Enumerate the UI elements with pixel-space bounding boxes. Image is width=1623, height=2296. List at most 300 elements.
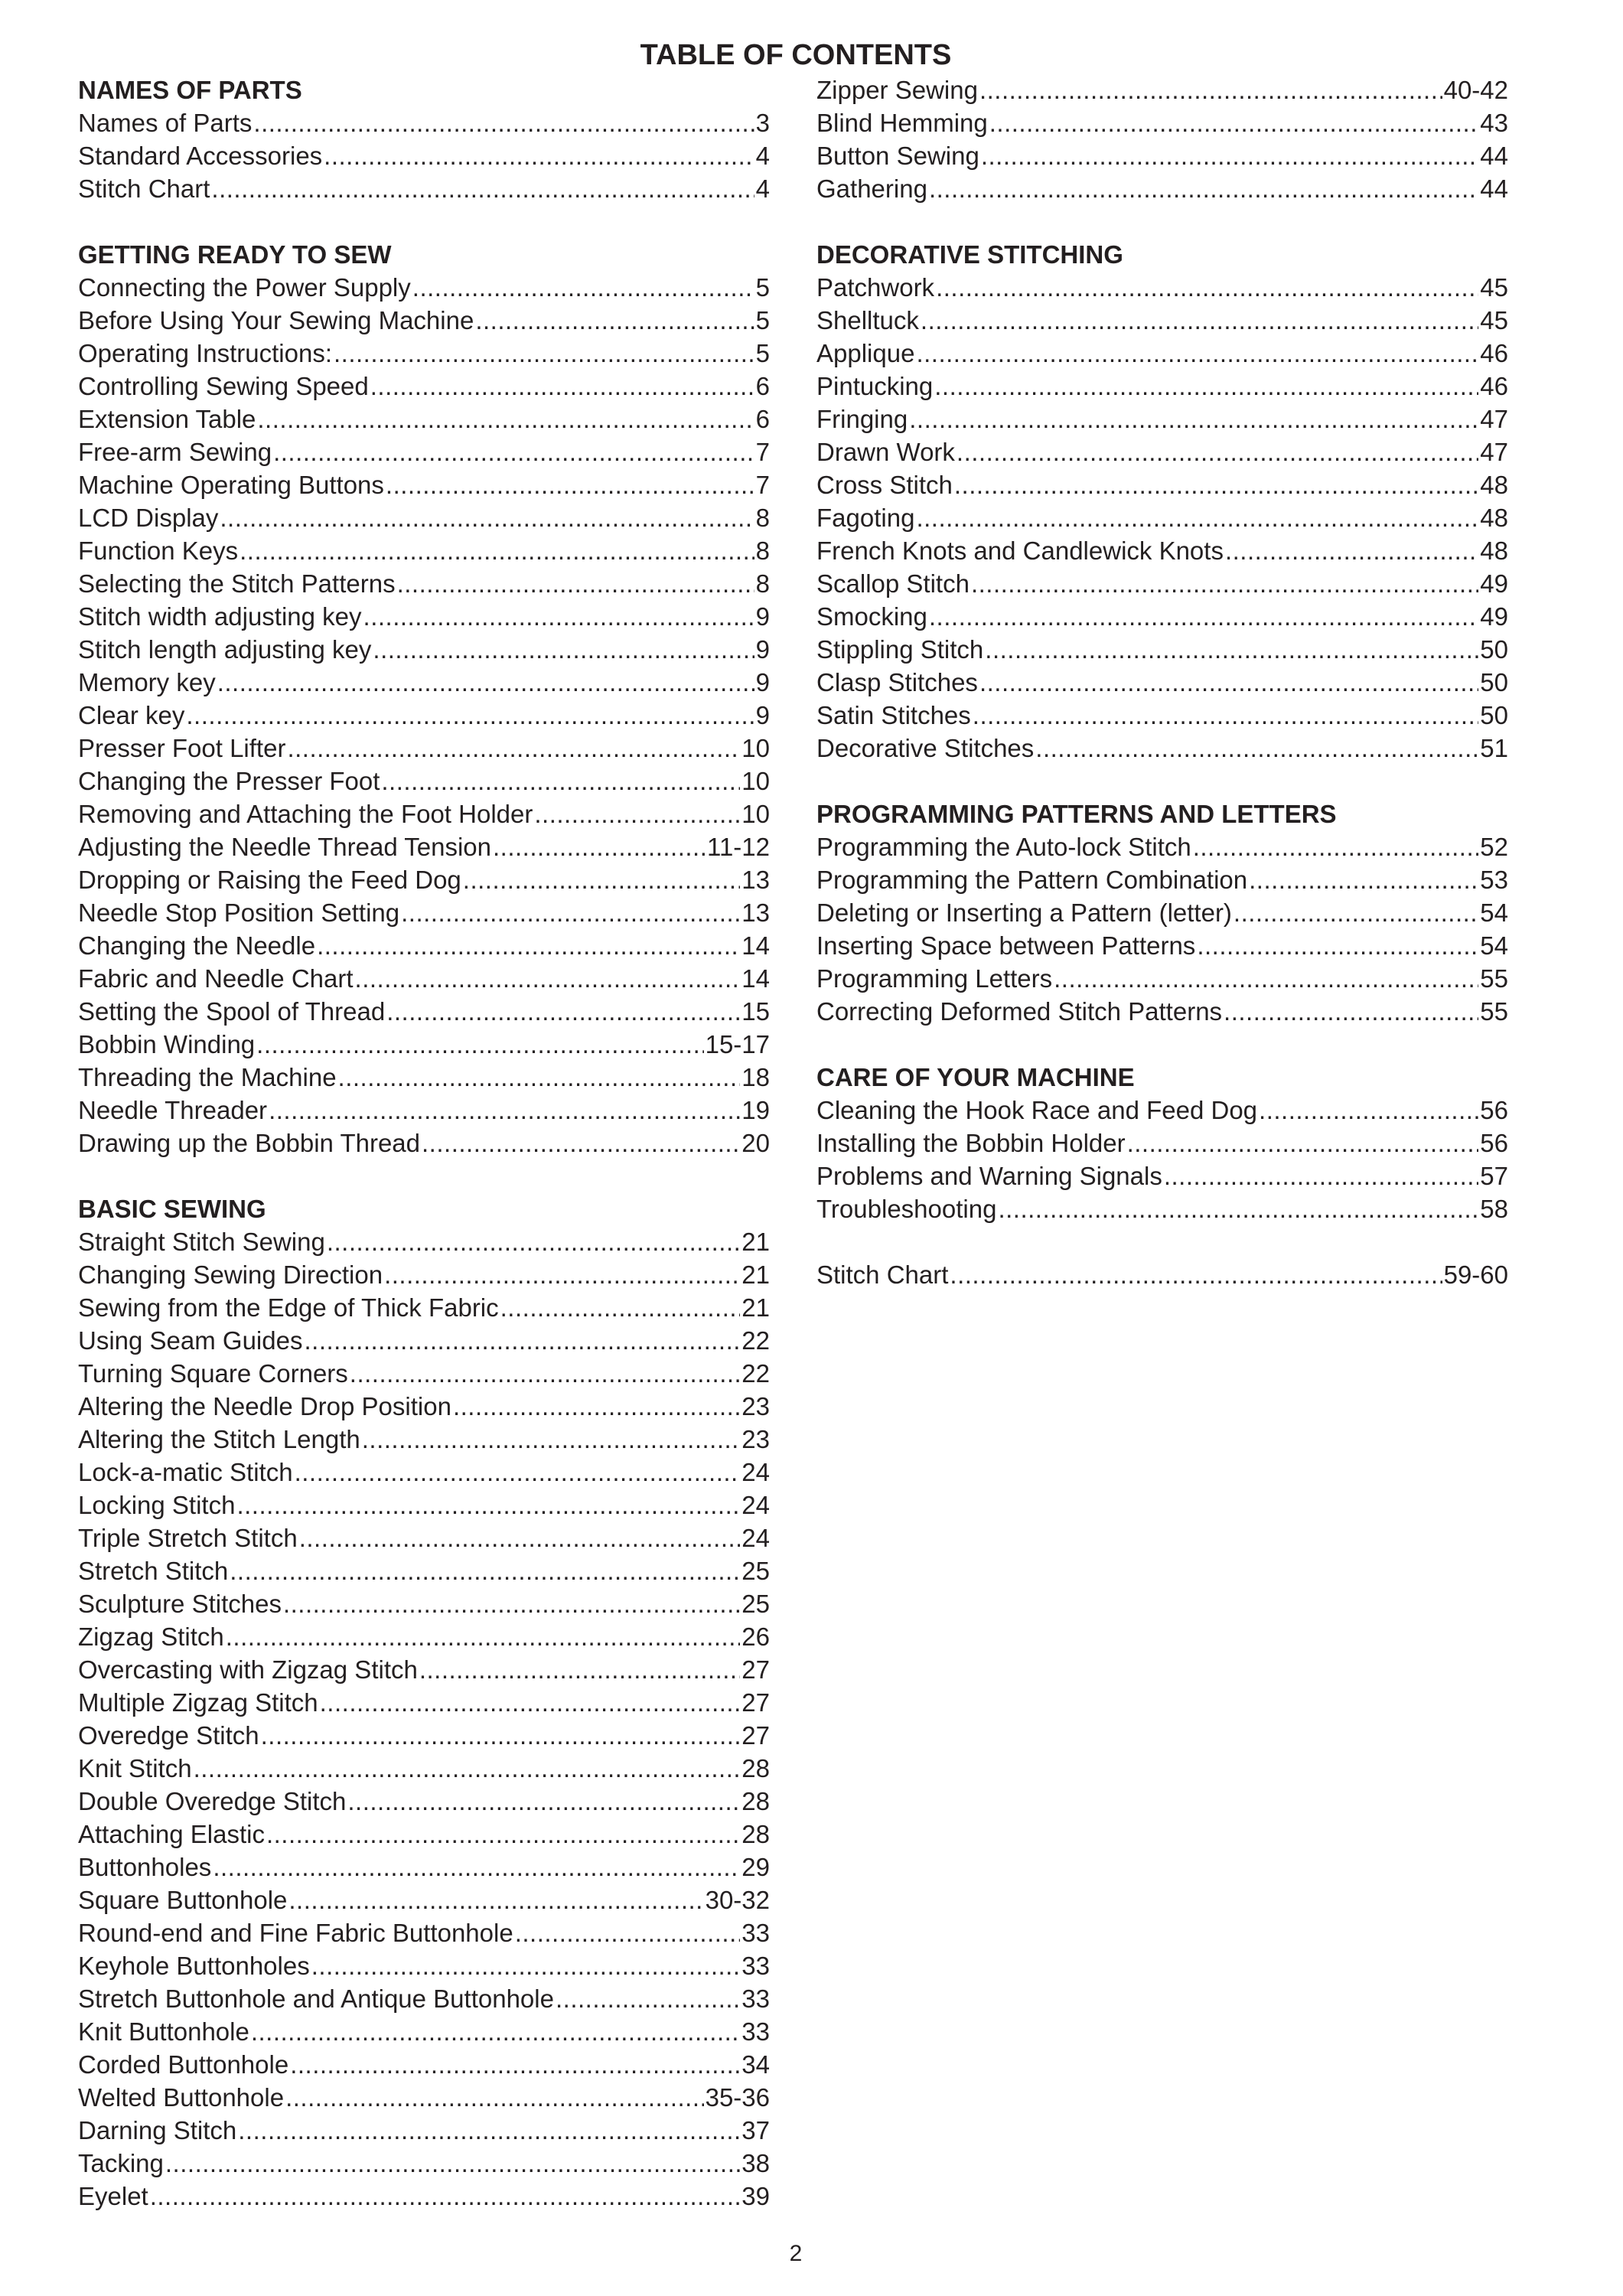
toc-entry-label: Presser Foot Lifter bbox=[78, 734, 286, 762]
toc-entry-label: Tacking bbox=[78, 2149, 164, 2177]
dot-leader bbox=[324, 139, 754, 172]
toc-entry-page: 8 bbox=[755, 536, 770, 565]
toc-entry-page: 48 bbox=[1480, 471, 1508, 499]
toc-entry-page: 26 bbox=[741, 1623, 770, 1651]
toc-right-column bbox=[816, 73, 1508, 1291]
toc-entry-page: 33 bbox=[741, 1919, 770, 1947]
dot-leader bbox=[261, 1719, 741, 1752]
toc-entry-page: 49 bbox=[1480, 602, 1508, 631]
toc-entry-page: 3 bbox=[755, 109, 770, 137]
toc-entry-label: Lock-a-matic Stitch bbox=[78, 1458, 293, 1486]
dot-leader bbox=[384, 1258, 740, 1291]
toc-entry-label: Needle Stop Position Setting bbox=[78, 899, 400, 927]
toc-entry bbox=[78, 797, 770, 830]
toc-entry bbox=[78, 732, 770, 765]
dot-leader bbox=[240, 534, 754, 567]
toc-entry bbox=[78, 468, 770, 501]
toc-entry-label: Double Overedge Stitch bbox=[78, 1787, 347, 1815]
toc-entry bbox=[816, 304, 1508, 337]
toc-entry-label: Fringing bbox=[816, 405, 908, 433]
toc-entry-page: 5 bbox=[755, 306, 770, 334]
dot-leader bbox=[998, 1192, 1478, 1225]
toc-entry-label: Threading the Machine bbox=[78, 1063, 337, 1091]
toc-entry bbox=[78, 2015, 770, 2048]
toc-entry-label: Zigzag Stitch bbox=[78, 1623, 224, 1651]
toc-entry bbox=[78, 863, 770, 896]
toc-entry-page: 56 bbox=[1480, 1129, 1508, 1157]
dot-leader bbox=[929, 600, 1478, 633]
toc-entry-label: Stitch width adjusting key bbox=[78, 602, 362, 631]
toc-entry bbox=[816, 962, 1508, 995]
toc-entry-page: 21 bbox=[741, 1293, 770, 1322]
toc-entry bbox=[78, 1554, 770, 1587]
dot-leader bbox=[217, 666, 754, 699]
toc-entry-label: Drawing up the Bobbin Thread bbox=[78, 1129, 421, 1157]
toc-entry-label: Shelltuck bbox=[816, 306, 919, 334]
toc-entry-page: 8 bbox=[755, 504, 770, 532]
dot-leader bbox=[334, 337, 754, 370]
toc-entry-label: Turning Square Corners bbox=[78, 1359, 348, 1388]
toc-entry bbox=[816, 370, 1508, 403]
dot-leader bbox=[1197, 929, 1478, 962]
toc-entry-label: Programming the Pattern Combination bbox=[816, 866, 1248, 894]
dot-leader bbox=[370, 370, 754, 403]
toc-entry-page: 11-12 bbox=[707, 833, 770, 861]
toc-entry-label: Fagoting bbox=[816, 504, 915, 532]
toc-entry-page: 28 bbox=[741, 1787, 770, 1815]
dot-leader bbox=[929, 172, 1478, 205]
toc-entry-label: Round-end and Fine Fabric Buttonhole bbox=[78, 1919, 513, 1947]
toc-entry-page: 21 bbox=[741, 1261, 770, 1289]
toc-entry-page: 5 bbox=[755, 273, 770, 302]
dot-leader bbox=[921, 304, 1478, 337]
toc-entry bbox=[78, 1225, 770, 1258]
toc-entry-page: 48 bbox=[1480, 536, 1508, 565]
toc-entry-label: Altering the Needle Drop Position bbox=[78, 1392, 451, 1420]
dot-leader bbox=[419, 1653, 740, 1686]
toc-entry-label: Troubleshooting bbox=[816, 1195, 997, 1223]
toc-entry-label: Stitch length adjusting key bbox=[78, 635, 372, 664]
toc-entry bbox=[816, 435, 1508, 468]
toc-entry-label: Zipper Sewing bbox=[816, 76, 978, 104]
toc-entry-page: 21 bbox=[741, 1228, 770, 1256]
toc-entry-page: 48 bbox=[1480, 504, 1508, 532]
toc-entry-label: Straight Stitch Sewing bbox=[78, 1228, 325, 1256]
toc-entry-page: 33 bbox=[741, 1985, 770, 2013]
toc-entry-page: 58 bbox=[1480, 1195, 1508, 1223]
dot-leader bbox=[273, 435, 754, 468]
toc-entry-label: Overedge Stitch bbox=[78, 1721, 259, 1750]
toc-entry bbox=[78, 1949, 770, 1982]
toc-entry-page: 55 bbox=[1480, 997, 1508, 1026]
dot-leader bbox=[150, 2180, 741, 2213]
toc-entry-label: Gathering bbox=[816, 174, 927, 203]
toc-entry-page: 4 bbox=[755, 142, 770, 170]
toc-entry bbox=[78, 106, 770, 139]
dot-leader bbox=[290, 2048, 740, 2081]
dot-leader bbox=[295, 1456, 741, 1489]
toc-entry-label: Smocking bbox=[816, 602, 927, 631]
dot-leader bbox=[515, 1916, 741, 1949]
toc-entry-label: Square Buttonhole bbox=[78, 1886, 288, 1914]
toc-entry bbox=[78, 1127, 770, 1159]
toc-entry-label: Stretch Stitch bbox=[78, 1557, 229, 1585]
toc-entry bbox=[78, 2180, 770, 2213]
dot-leader bbox=[475, 304, 754, 337]
toc-entry bbox=[816, 1258, 1508, 1291]
dot-leader bbox=[1164, 1159, 1478, 1192]
toc-entry-label: Stippling Stitch bbox=[816, 635, 984, 664]
toc-entry bbox=[78, 403, 770, 435]
toc-entry bbox=[78, 699, 770, 732]
toc-entry bbox=[816, 337, 1508, 370]
dot-leader bbox=[1224, 995, 1478, 1028]
toc-entry-page: 44 bbox=[1480, 174, 1508, 203]
dot-leader bbox=[350, 1357, 740, 1390]
toc-entry-page: 10 bbox=[741, 800, 770, 828]
toc-entry bbox=[78, 1653, 770, 1686]
toc-entry-label: Free-arm Sewing bbox=[78, 438, 272, 466]
toc-entry-page: 59-60 bbox=[1443, 1261, 1508, 1289]
dot-leader bbox=[299, 1521, 741, 1554]
toc-entry-page: 34 bbox=[741, 2050, 770, 2079]
toc-entry-label: Multiple Zigzag Stitch bbox=[78, 1688, 318, 1717]
toc-section-care-of-your-machine bbox=[816, 1061, 1508, 1225]
toc-entry-label: Cross Stitch bbox=[816, 471, 953, 499]
toc-entry-page: 54 bbox=[1480, 899, 1508, 927]
toc-entry bbox=[78, 1521, 770, 1554]
dot-leader bbox=[979, 73, 1442, 106]
dot-leader bbox=[213, 1851, 740, 1883]
toc-entry-page: 25 bbox=[741, 1590, 770, 1618]
toc-entry bbox=[78, 1785, 770, 1818]
toc-entry-page: 40-42 bbox=[1443, 76, 1508, 104]
toc-entry bbox=[78, 929, 770, 962]
section-heading: PROGRAMMING PATTERNS AND LETTERS bbox=[816, 800, 1337, 828]
toc-entry bbox=[78, 1851, 770, 1883]
toc-entry bbox=[816, 468, 1508, 501]
toc-entry-page: 5 bbox=[755, 339, 770, 367]
toc-entry-page: 25 bbox=[741, 1557, 770, 1585]
toc-entry bbox=[78, 1456, 770, 1489]
toc-entry bbox=[78, 304, 770, 337]
dot-leader bbox=[373, 633, 754, 666]
section-heading: CARE OF YOUR MACHINE bbox=[816, 1063, 1135, 1091]
dot-leader bbox=[934, 370, 1478, 403]
toc-entry-page: 27 bbox=[741, 1655, 770, 1684]
dot-leader bbox=[950, 1258, 1442, 1291]
toc-entry bbox=[78, 1094, 770, 1127]
dot-leader bbox=[985, 633, 1478, 666]
toc-entry-page: 39 bbox=[741, 2182, 770, 2210]
dot-leader bbox=[954, 468, 1478, 501]
toc-entry bbox=[78, 962, 770, 995]
toc-entry bbox=[816, 106, 1508, 139]
toc-entry-page: 20 bbox=[741, 1129, 770, 1157]
toc-entry-label: Buttonholes bbox=[78, 1853, 212, 1881]
toc-entry bbox=[78, 1620, 770, 1653]
toc-entry bbox=[816, 139, 1508, 172]
dot-leader bbox=[397, 567, 754, 600]
toc-entry-label: Attaching Elastic bbox=[78, 1820, 265, 1848]
dot-leader bbox=[989, 106, 1479, 139]
toc-entry-page: 53 bbox=[1480, 866, 1508, 894]
toc-entry-label: Keyhole Buttonholes bbox=[78, 1952, 310, 1980]
toc-entry-page: 47 bbox=[1480, 405, 1508, 433]
toc-entry-label: Problems and Warning Signals bbox=[816, 1162, 1162, 1190]
toc-section-names-of-parts bbox=[78, 73, 770, 205]
toc-entry-label: Changing the Needle bbox=[78, 931, 316, 960]
toc-entry-label: Patchwork bbox=[816, 273, 935, 302]
toc-entry-page: 8 bbox=[755, 569, 770, 598]
dot-leader bbox=[285, 2081, 704, 2114]
toc-entry bbox=[816, 995, 1508, 1028]
toc-entry bbox=[78, 896, 770, 929]
toc-entry bbox=[816, 534, 1508, 567]
dot-leader bbox=[320, 1686, 741, 1719]
toc-entry-page: 28 bbox=[741, 1820, 770, 1848]
toc-entry-page: 54 bbox=[1480, 931, 1508, 960]
dot-leader bbox=[1259, 1094, 1478, 1127]
toc-entry-label: Welted Buttonhole bbox=[78, 2083, 285, 2112]
toc-entry bbox=[816, 172, 1508, 205]
dot-leader bbox=[957, 435, 1478, 468]
toc-entry-label: Locking Stitch bbox=[78, 1491, 236, 1519]
toc-entry-label: Using Seam Guides bbox=[78, 1326, 303, 1355]
toc-entry-label: Darning Stitch bbox=[78, 2116, 237, 2144]
toc-entry bbox=[816, 896, 1508, 929]
toc-entry-page: 33 bbox=[741, 2017, 770, 2046]
toc-entry bbox=[78, 501, 770, 534]
dot-leader bbox=[266, 1818, 740, 1851]
toc-entry bbox=[78, 600, 770, 633]
dot-leader bbox=[347, 1785, 740, 1818]
toc-entry-label: Satin Stitches bbox=[816, 701, 971, 729]
toc-entry-label: Deleting or Inserting a Pattern (letter) bbox=[816, 899, 1232, 927]
toc-entry-label: Correcting Deformed Stitch Patterns bbox=[816, 997, 1223, 1026]
toc-entry-page: 13 bbox=[741, 899, 770, 927]
toc-entry-label: Applique bbox=[816, 339, 915, 367]
toc-entry-page: 15 bbox=[741, 997, 770, 1026]
toc-entry-page: 49 bbox=[1480, 569, 1508, 598]
toc-entry-label: Stitch Chart bbox=[78, 174, 210, 203]
toc-entry bbox=[78, 666, 770, 699]
toc-entry-label: Changing the Presser Foot bbox=[78, 767, 380, 795]
toc-entry-page: 19 bbox=[741, 1096, 770, 1124]
dot-leader bbox=[1249, 863, 1478, 896]
toc-entry-label: Pintucking bbox=[816, 372, 934, 400]
toc-entry-page: 35-36 bbox=[705, 2083, 770, 2112]
dot-leader bbox=[251, 2015, 740, 2048]
dot-leader bbox=[1127, 1127, 1479, 1159]
toc-entry-label: Stretch Buttonhole and Antique Buttonhole bbox=[78, 1985, 554, 2013]
toc-entry bbox=[78, 337, 770, 370]
toc-entry bbox=[78, 1423, 770, 1456]
toc-entry-label: Connecting the Power Supply bbox=[78, 273, 411, 302]
toc-entry bbox=[78, 1028, 770, 1061]
toc-entry-page: 24 bbox=[741, 1524, 770, 1552]
toc-entry-label: Cleaning the Hook Race and Feed Dog bbox=[816, 1096, 1258, 1124]
dot-leader bbox=[981, 139, 1478, 172]
dot-leader bbox=[165, 2147, 740, 2180]
dot-leader bbox=[338, 1061, 741, 1094]
toc-entry-label: Dropping or Raising the Feed Dog bbox=[78, 866, 461, 894]
toc-entry-page: 44 bbox=[1480, 142, 1508, 170]
toc-entry bbox=[78, 633, 770, 666]
toc-entry-label: Function Keys bbox=[78, 536, 239, 565]
toc-entry-page: 50 bbox=[1480, 701, 1508, 729]
toc-entry-page: 22 bbox=[741, 1359, 770, 1388]
page-number: 2 bbox=[789, 2241, 803, 2266]
toc-entry-label: Before Using Your Sewing Machine bbox=[78, 306, 474, 334]
toc-entry bbox=[78, 1258, 770, 1291]
toc-section bbox=[816, 1258, 1508, 1291]
toc-entry bbox=[78, 2048, 770, 2081]
toc-entry-label: Overcasting with Zigzag Stitch bbox=[78, 1655, 418, 1684]
dot-leader bbox=[936, 271, 1478, 304]
dot-leader bbox=[256, 1028, 703, 1061]
section-heading: DECORATIVE STITCHING bbox=[816, 240, 1123, 269]
toc-entry-page: 27 bbox=[741, 1688, 770, 1717]
toc-entry-label: Fabric and Needle Chart bbox=[78, 964, 354, 993]
toc-entry bbox=[78, 1982, 770, 2015]
dot-leader bbox=[909, 403, 1478, 435]
dot-leader bbox=[1225, 534, 1478, 567]
toc-entry-label: Clear key bbox=[78, 701, 185, 729]
toc-entry-label: Installing the Bobbin Holder bbox=[816, 1129, 1126, 1157]
toc-entry-label: Decorative Stitches bbox=[816, 734, 1035, 762]
toc-entry-label: Machine Operating Buttons bbox=[78, 471, 384, 499]
dot-leader bbox=[238, 2114, 740, 2147]
toc-entry-page: 45 bbox=[1480, 306, 1508, 334]
toc-entry-label: Altering the Stitch Length bbox=[78, 1425, 360, 1453]
dot-leader bbox=[311, 1949, 741, 1982]
toc-entry-page: 22 bbox=[741, 1326, 770, 1355]
toc-entry bbox=[78, 567, 770, 600]
dot-leader bbox=[355, 962, 741, 995]
toc-entry-page: 51 bbox=[1480, 734, 1508, 762]
toc-entry-label: Sculpture Stitches bbox=[78, 1590, 282, 1618]
toc-section-decorative-stitching bbox=[816, 238, 1508, 765]
toc-entry bbox=[78, 765, 770, 797]
toc-entry-page: 6 bbox=[755, 372, 770, 400]
dot-leader bbox=[1035, 732, 1478, 765]
toc-entry-label: Triple Stretch Stitch bbox=[78, 1524, 298, 1552]
toc-entry bbox=[78, 1324, 770, 1357]
toc-entry-page: 52 bbox=[1480, 833, 1508, 861]
dot-leader bbox=[230, 1554, 740, 1587]
toc-entry bbox=[78, 830, 770, 863]
toc-entry-page: 7 bbox=[755, 471, 770, 499]
dot-leader bbox=[362, 1423, 741, 1456]
toc-entry-page: 24 bbox=[741, 1458, 770, 1486]
dot-leader bbox=[412, 271, 754, 304]
dot-leader bbox=[500, 1291, 741, 1324]
toc-entry bbox=[78, 2081, 770, 2114]
toc-entry-page: 10 bbox=[741, 734, 770, 762]
toc-entry-label: Standard Accessories bbox=[78, 142, 323, 170]
toc-entry-page: 27 bbox=[741, 1721, 770, 1750]
dot-leader bbox=[304, 1324, 740, 1357]
toc-entry-label: Operating Instructions: bbox=[78, 339, 332, 367]
toc-entry-label: Inserting Space between Patterns bbox=[816, 931, 1196, 960]
toc-entry bbox=[78, 1916, 770, 1949]
dot-leader bbox=[236, 1489, 740, 1521]
toc-entry-page: 38 bbox=[741, 2149, 770, 2177]
dot-leader bbox=[253, 106, 754, 139]
section-heading: BASIC SEWING bbox=[78, 1195, 266, 1223]
dot-leader bbox=[317, 929, 740, 962]
toc-entry-label: Needle Threader bbox=[78, 1096, 268, 1124]
toc-entry-page: 46 bbox=[1480, 339, 1508, 367]
toc-entry-page: 45 bbox=[1480, 273, 1508, 302]
dot-leader bbox=[556, 1982, 740, 2015]
dot-leader bbox=[971, 567, 1478, 600]
section-heading: NAMES OF PARTS bbox=[78, 76, 302, 104]
toc-entry-label: Changing Sewing Direction bbox=[78, 1261, 383, 1289]
toc-entry bbox=[816, 1094, 1508, 1127]
toc-entry bbox=[816, 666, 1508, 699]
toc-entry-page: 24 bbox=[741, 1491, 770, 1519]
toc-entry bbox=[816, 929, 1508, 962]
toc-entry bbox=[816, 732, 1508, 765]
toc-entry-label: Programming Letters bbox=[816, 964, 1053, 993]
toc-entry-label: Selecting the Stitch Patterns bbox=[78, 569, 396, 598]
toc-entry-label: Clasp Stitches bbox=[816, 668, 978, 696]
toc-entry bbox=[78, 139, 770, 172]
toc-entry bbox=[78, 172, 770, 205]
dot-leader bbox=[283, 1587, 740, 1620]
section-heading: GETTING READY TO SEW bbox=[78, 240, 392, 269]
dot-leader bbox=[973, 699, 1479, 732]
toc-entry-label: Setting the Spool of Thread bbox=[78, 997, 386, 1026]
toc-entry-page: 50 bbox=[1480, 635, 1508, 664]
dot-leader bbox=[381, 765, 740, 797]
toc-entry bbox=[816, 501, 1508, 534]
toc-entry-label: Sewing from the Edge of Thick Fabric bbox=[78, 1293, 499, 1322]
toc-entry bbox=[78, 271, 770, 304]
toc-entry-label: Button Sewing bbox=[816, 142, 979, 170]
toc-entry-label: Drawn Work bbox=[816, 438, 955, 466]
toc-entry-label: Adjusting the Needle Thread Tension bbox=[78, 833, 491, 861]
toc-entry bbox=[78, 1390, 770, 1423]
dot-leader bbox=[186, 699, 754, 732]
toc-entry-page: 23 bbox=[741, 1425, 770, 1453]
toc-left-column bbox=[78, 73, 770, 2213]
dot-leader bbox=[269, 1094, 740, 1127]
toc-entry-page: 9 bbox=[755, 668, 770, 696]
toc-entry-page: 29 bbox=[741, 1853, 770, 1881]
dot-leader bbox=[226, 1620, 741, 1653]
dot-leader bbox=[534, 797, 740, 830]
toc-entry bbox=[78, 1357, 770, 1390]
dot-leader bbox=[1054, 962, 1478, 995]
toc-entry-page: 14 bbox=[741, 964, 770, 993]
toc-section-basic-sewing bbox=[78, 1192, 770, 2213]
toc-entry-page: 9 bbox=[755, 602, 770, 631]
toc-entry-label: Bobbin Winding bbox=[78, 1030, 256, 1058]
toc-section-getting-ready-to-sew bbox=[78, 238, 770, 1159]
toc-entry-label: French Knots and Candlewick Knots bbox=[816, 536, 1224, 565]
dot-leader bbox=[220, 501, 754, 534]
toc-entry-page: 10 bbox=[741, 767, 770, 795]
toc-entry-label: Corded Buttonhole bbox=[78, 2050, 289, 2079]
toc-entry bbox=[816, 600, 1508, 633]
dot-leader bbox=[1193, 830, 1479, 863]
toc-entry-page: 14 bbox=[741, 931, 770, 960]
dot-leader bbox=[194, 1752, 741, 1785]
toc-section bbox=[816, 73, 1508, 205]
